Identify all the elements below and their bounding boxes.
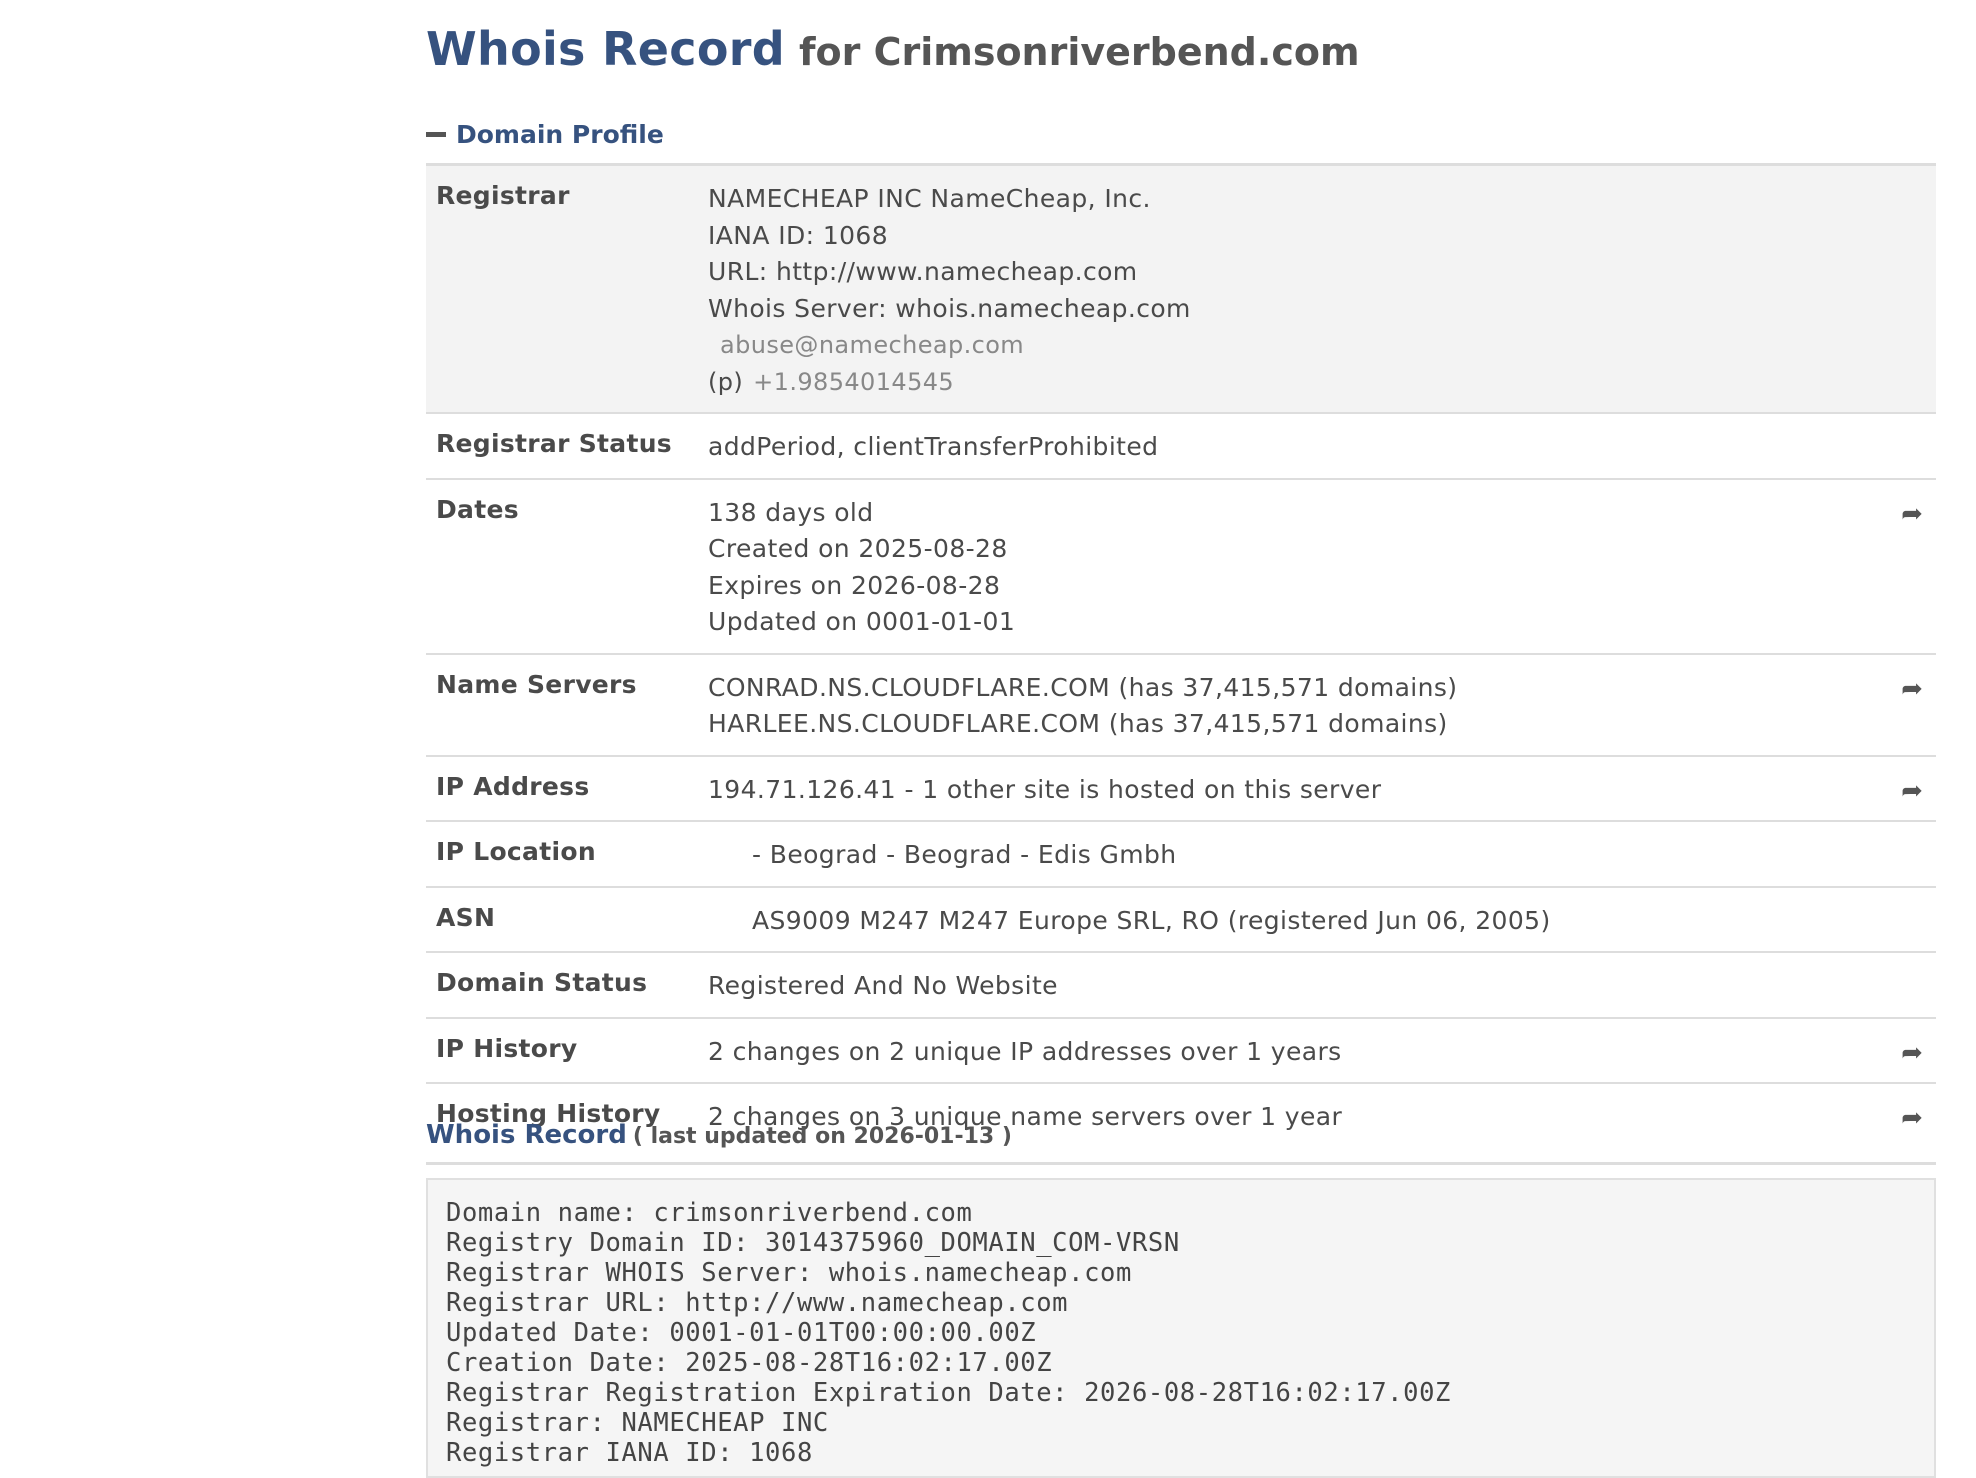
- row-value: [708, 888, 1936, 952]
- row-registrar-status: [426, 414, 1936, 480]
- row-label: IP Address: [436, 771, 590, 801]
- page-title-domain: for Crimsonriverbend.com: [798, 30, 1360, 74]
- row-ip-location: [426, 822, 1936, 888]
- row-label: Hosting History: [436, 1099, 661, 1128]
- registrar-name: NAMECHEAP INC NameCheap, Inc.: [708, 184, 1151, 213]
- registrar-url: URL: http://www.namecheap.com: [708, 257, 1138, 286]
- share-arrow-icon[interactable]: ➦: [1901, 673, 1923, 704]
- expires-date: Expires on 2026-08-28: [708, 570, 1001, 600]
- row-label: IP Location: [436, 837, 596, 866]
- row-name-servers: [426, 655, 1936, 757]
- name-server: CONRAD.NS.CLOUDFLARE.COM (has 37,415,571 domains): [708, 672, 1458, 702]
- row-value: [708, 480, 1936, 653]
- row-label: ASN: [436, 902, 496, 932]
- whois-last-updated: ( last updated on 2026-01-13 ): [632, 1124, 1012, 1149]
- row-asn: [426, 888, 1936, 954]
- ip-location-value: - Beograd - Beograd - Edis Gmbh: [752, 840, 1177, 869]
- row-ip-address: [426, 757, 1936, 823]
- row-domain-status: [426, 953, 1936, 1019]
- row-label: Dates: [436, 494, 519, 524]
- row-ip-history: [426, 1019, 1936, 1085]
- row-value: addPeriod, clientTransferProhibited: [708, 432, 1159, 461]
- row-label: Domain Status: [436, 968, 648, 997]
- whois-record-title: Whois Record: [426, 1120, 627, 1150]
- raw-whois-text: Domain name: crimsonriverbend.com Registry Domain ID: 3014375960_DOMAIN_COM-VRSN Registrar WHOIS Server: whois.namecheap.com Registrar URL: http://www.namecheap.com Updated Date: 0001-01-01T00:00:00.00Z Creation Date: 2025-08-28T16:02:17.00Z Registrar Registration Expiration Date: 2026-08-28T16:02:17.00Z Registrar: NAMECHEAP INC Registrar IANA ID: 1068: [446, 1198, 1451, 1468]
- share-arrow-icon[interactable]: ➦: [1901, 1037, 1923, 1068]
- domain-profile-toggle[interactable]: [426, 120, 664, 149]
- registrar-email: abuse@namecheap.com: [720, 331, 1025, 359]
- registrar-whois-server: Whois Server: whois.namecheap.com: [708, 293, 1191, 323]
- row-value: [708, 822, 1936, 886]
- updated-date: Updated on 0001-01-01: [708, 607, 1016, 636]
- row-registrar: [426, 166, 1936, 414]
- row-value: 2 changes on 2 unique IP addresses over 1 years: [708, 1036, 1342, 1066]
- page-title: [426, 22, 1360, 76]
- share-arrow-icon[interactable]: ➦: [1901, 775, 1923, 806]
- row-label: Registrar: [436, 181, 570, 210]
- row-value: 2 changes on 3 unique name servers over 1 year: [708, 1102, 1343, 1131]
- row-label: IP History: [436, 1033, 578, 1063]
- domain-profile-heading: Domain Profile: [456, 120, 664, 149]
- row-value: Registered And No Website: [708, 971, 1058, 1000]
- minus-icon[interactable]: [426, 132, 446, 137]
- share-arrow-icon[interactable]: ➦: [1901, 1103, 1923, 1133]
- asn-value: AS9009 M247 M247 Europe SRL, RO (registered Jun 06, 2005): [752, 905, 1551, 935]
- divider: [426, 1162, 1936, 1165]
- row-value: 194.71.126.41 - 1 other site is hosted on this server: [708, 774, 1382, 804]
- row-label: Name Servers: [436, 669, 637, 699]
- share-arrow-icon[interactable]: ➦: [1901, 498, 1923, 529]
- row-dates: [426, 480, 1936, 655]
- registrar-phone: (p) +1.9854014545: [708, 367, 955, 396]
- row-value: [708, 166, 1936, 412]
- row-value: [708, 655, 1936, 755]
- created-date: Created on 2025-08-28: [708, 534, 1008, 563]
- domain-age: 138 days old: [708, 497, 874, 527]
- whois-record-heading: [426, 1120, 1012, 1150]
- raw-whois-box[interactable]: [426, 1178, 1936, 1478]
- row-label: Registrar Status: [436, 429, 672, 458]
- registrar-iana: IANA ID: 1068: [708, 220, 889, 250]
- domain-profile-table: [426, 163, 1936, 1148]
- page-title-main: Whois Record: [426, 22, 785, 76]
- name-server: HARLEE.NS.CLOUDFLARE.COM (has 37,415,571 domains): [708, 709, 1448, 738]
